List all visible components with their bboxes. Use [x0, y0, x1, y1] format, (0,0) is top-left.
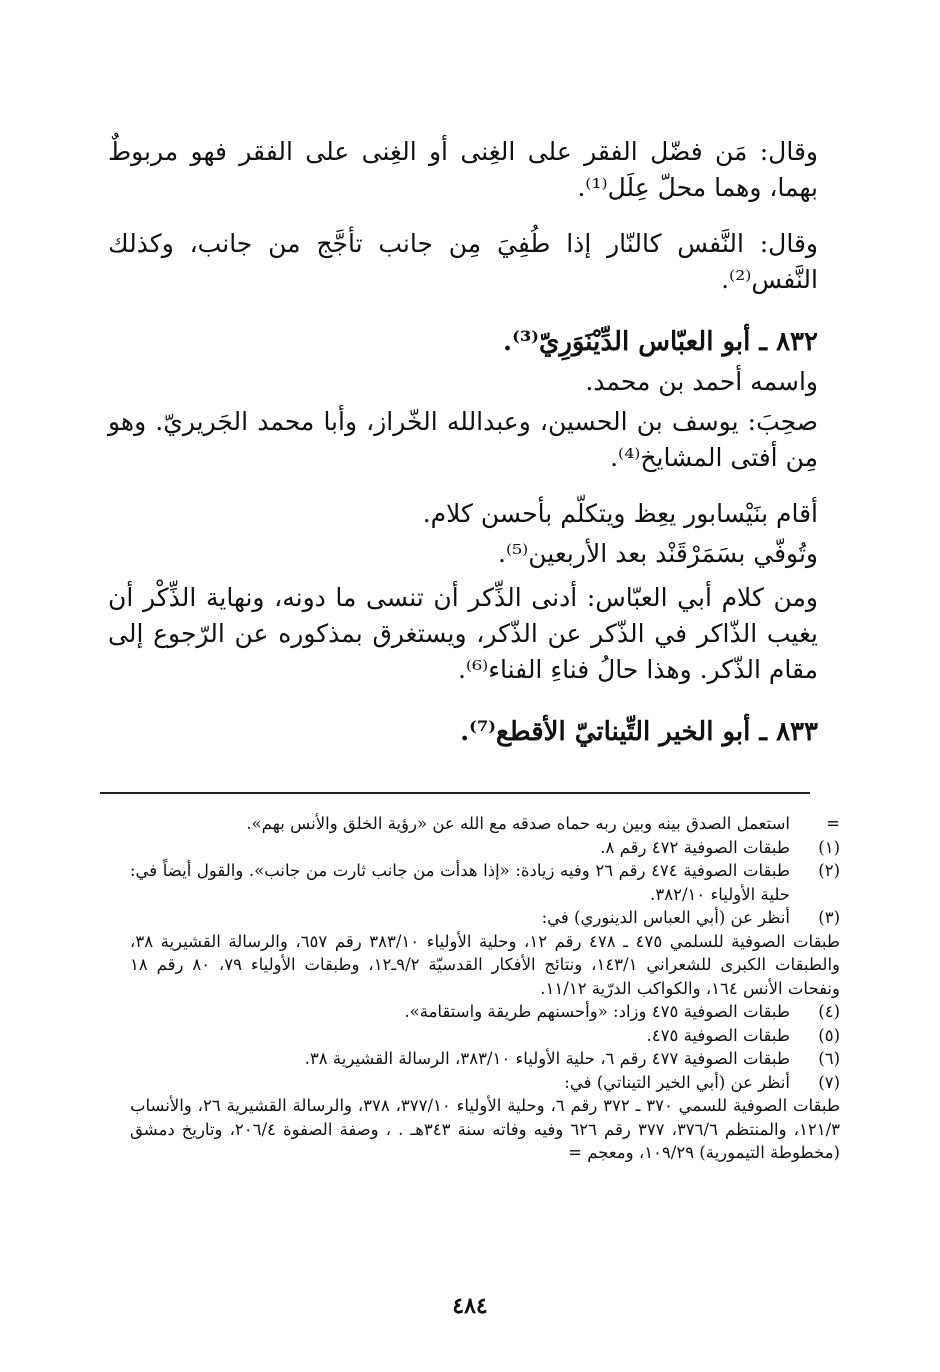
- footnote-3-sources: طبقات الصوفية للسلمي ٤٧٥ ـ ٤٧٨ رقم ١٢، وحلية الأولياء ٣٨٣/١٠ رقم ٦٥٧، والرسالة القشيرية ٣٨، والطبقات الكبرى للشعراني ١٤٣/١، ونتائج الأفكار القدسيّة ٩/٢ـ١٢، وطبقات الأولياء ٧٩، ٨٠ رقم ١٨ ونفحات الأنس ١٦٤، والكواكب الدرّية ١١/١٢.: [130, 931, 841, 998]
- footnote-number: (٥): [818, 1025, 840, 1045]
- page-number: ٤٨٤: [452, 1293, 488, 1319]
- footnote-text: أنظر عن (أبي الخير التيناتي) في:: [564, 1072, 790, 1092]
- body-paragraph: أقام بنَيْسابور يعِظ ويتكلّم بأحسن كلام.: [422, 499, 818, 528]
- footnotes: [130, 812, 840, 1165]
- footnote-continuation: [130, 812, 840, 836]
- body-paragraph: صحِبَ: يوسف بن الحسين، وعبدالله الخّراز، وأبا محمد الجَريريّ. وهو مِن أفتى المشايخ⁽⁴⁾.: [108, 407, 818, 472]
- footnote-number: (٢): [818, 861, 840, 880]
- footnote-number: (٧): [818, 1072, 840, 1092]
- footnote-text: طبقات الصوفية ٤٧٥ وزاد: «وأحسنهم طريقة واستقامة».: [404, 1002, 790, 1021]
- footnote-continuation-mark: =: [826, 814, 840, 833]
- footnote-7: [130, 1071, 840, 1095]
- footnote-3: [130, 906, 840, 930]
- footnote-number: (٦): [818, 1049, 840, 1068]
- footnote-number: (٣): [818, 908, 840, 927]
- footnote-text: أنظر عن (أبي العباس الدينوري) في:: [541, 908, 790, 927]
- footnote-2: [130, 859, 840, 906]
- footnote-7-sources: طبقات الصوفية للسمي ٣٧٠ ـ ٣٧٢ رقم ٦، وحلية الأولياء ٣٧٧/١٠، ٣٧٨، والرسالة القشيرية ٢٦، والأنساب ١٢١/٣، والمنتظم ٣٧٦/٦، ٣٧٧ رقم ٦٢٦ وفيه وفاته سنة ٣٤٣هـ . ، وصفة الصفوة ٢٠٦/٤، وتاريخ دمشق (مخطوطة التيمورية) ١٠٩/٢٩، ومعجم =: [130, 1096, 841, 1162]
- footnote-separator: [100, 792, 810, 794]
- footnote-text: طبقات الصوفية ٤٧٤ رقم ٢٦ وفيه زيادة: «إذا هدأت من جانب ثارت من جانب». والقول أيضاً في: حلية الأولياء ٣٨٢/١٠.: [130, 861, 790, 904]
- footnote-6: [130, 1047, 840, 1071]
- body-paragraph: وقال: النَّفس كالنّار إذا طُفِيَ مِن جانب تأجَّج من جانب، وكذلك النَّفس⁽²⁾.: [108, 229, 818, 294]
- footnote-4: [130, 1000, 840, 1024]
- body-paragraph: وقال: مَن فضّل الفقر على الغِنى أو الغِنى على الفقر فهو مربوطٌ بهما، وهما محلّ عِلَل⁽¹⁾.: [108, 137, 818, 202]
- footnote-text: طبقات الصوفية ٤٧٢ رقم ٨.: [600, 837, 790, 857]
- footnote-text: طبقات الصوفية ٤٧٥.: [646, 1025, 790, 1045]
- footnote-number: (٤): [818, 1002, 840, 1021]
- footnote-5: [130, 1024, 840, 1048]
- footnote-number: (١): [818, 837, 840, 857]
- footnote-text: طبقات الصوفية ٤٧٧ رقم ٦، حلية الأولياء ٣٨٣/١٠، الرسالة القشيرية ٣٨.: [304, 1049, 790, 1068]
- body-paragraph: ومن كلام أبي العبّاس: أدنى الذِّكر أن تنسى ما دونه، ونهاية الذِّكْر أن يغيب الذّاكر في الذّكر عن الذّكر، ويستغرق بمذكوره عن الرّجوع إلى مقام الذّكر. وهذا حالُ فناءِ الفناء⁽⁶⁾.: [108, 583, 818, 684]
- entry-heading: ٨٣٣ ـ أبو الخير التِّيناتيّ الأقطع⁽⁷⁾.: [460, 717, 818, 747]
- body-paragraph: وتُوفّي بسَمَرْقَنْد بعد الأربعين⁽⁵⁾.: [498, 539, 818, 568]
- entry-heading: ٨٣٢ ـ أبو العبّاس الدِّيْنَوَرِيّ⁽³⁾.: [503, 327, 818, 357]
- body-paragraph: واسمه أحمد بن محمد.: [585, 367, 818, 396]
- footnote-1: [130, 836, 840, 860]
- footnote-text: استعمل الصدق بينه وبين ربه حماه صدقه مع الله عن «رؤية الخلق والأنس بهم».: [246, 814, 790, 833]
